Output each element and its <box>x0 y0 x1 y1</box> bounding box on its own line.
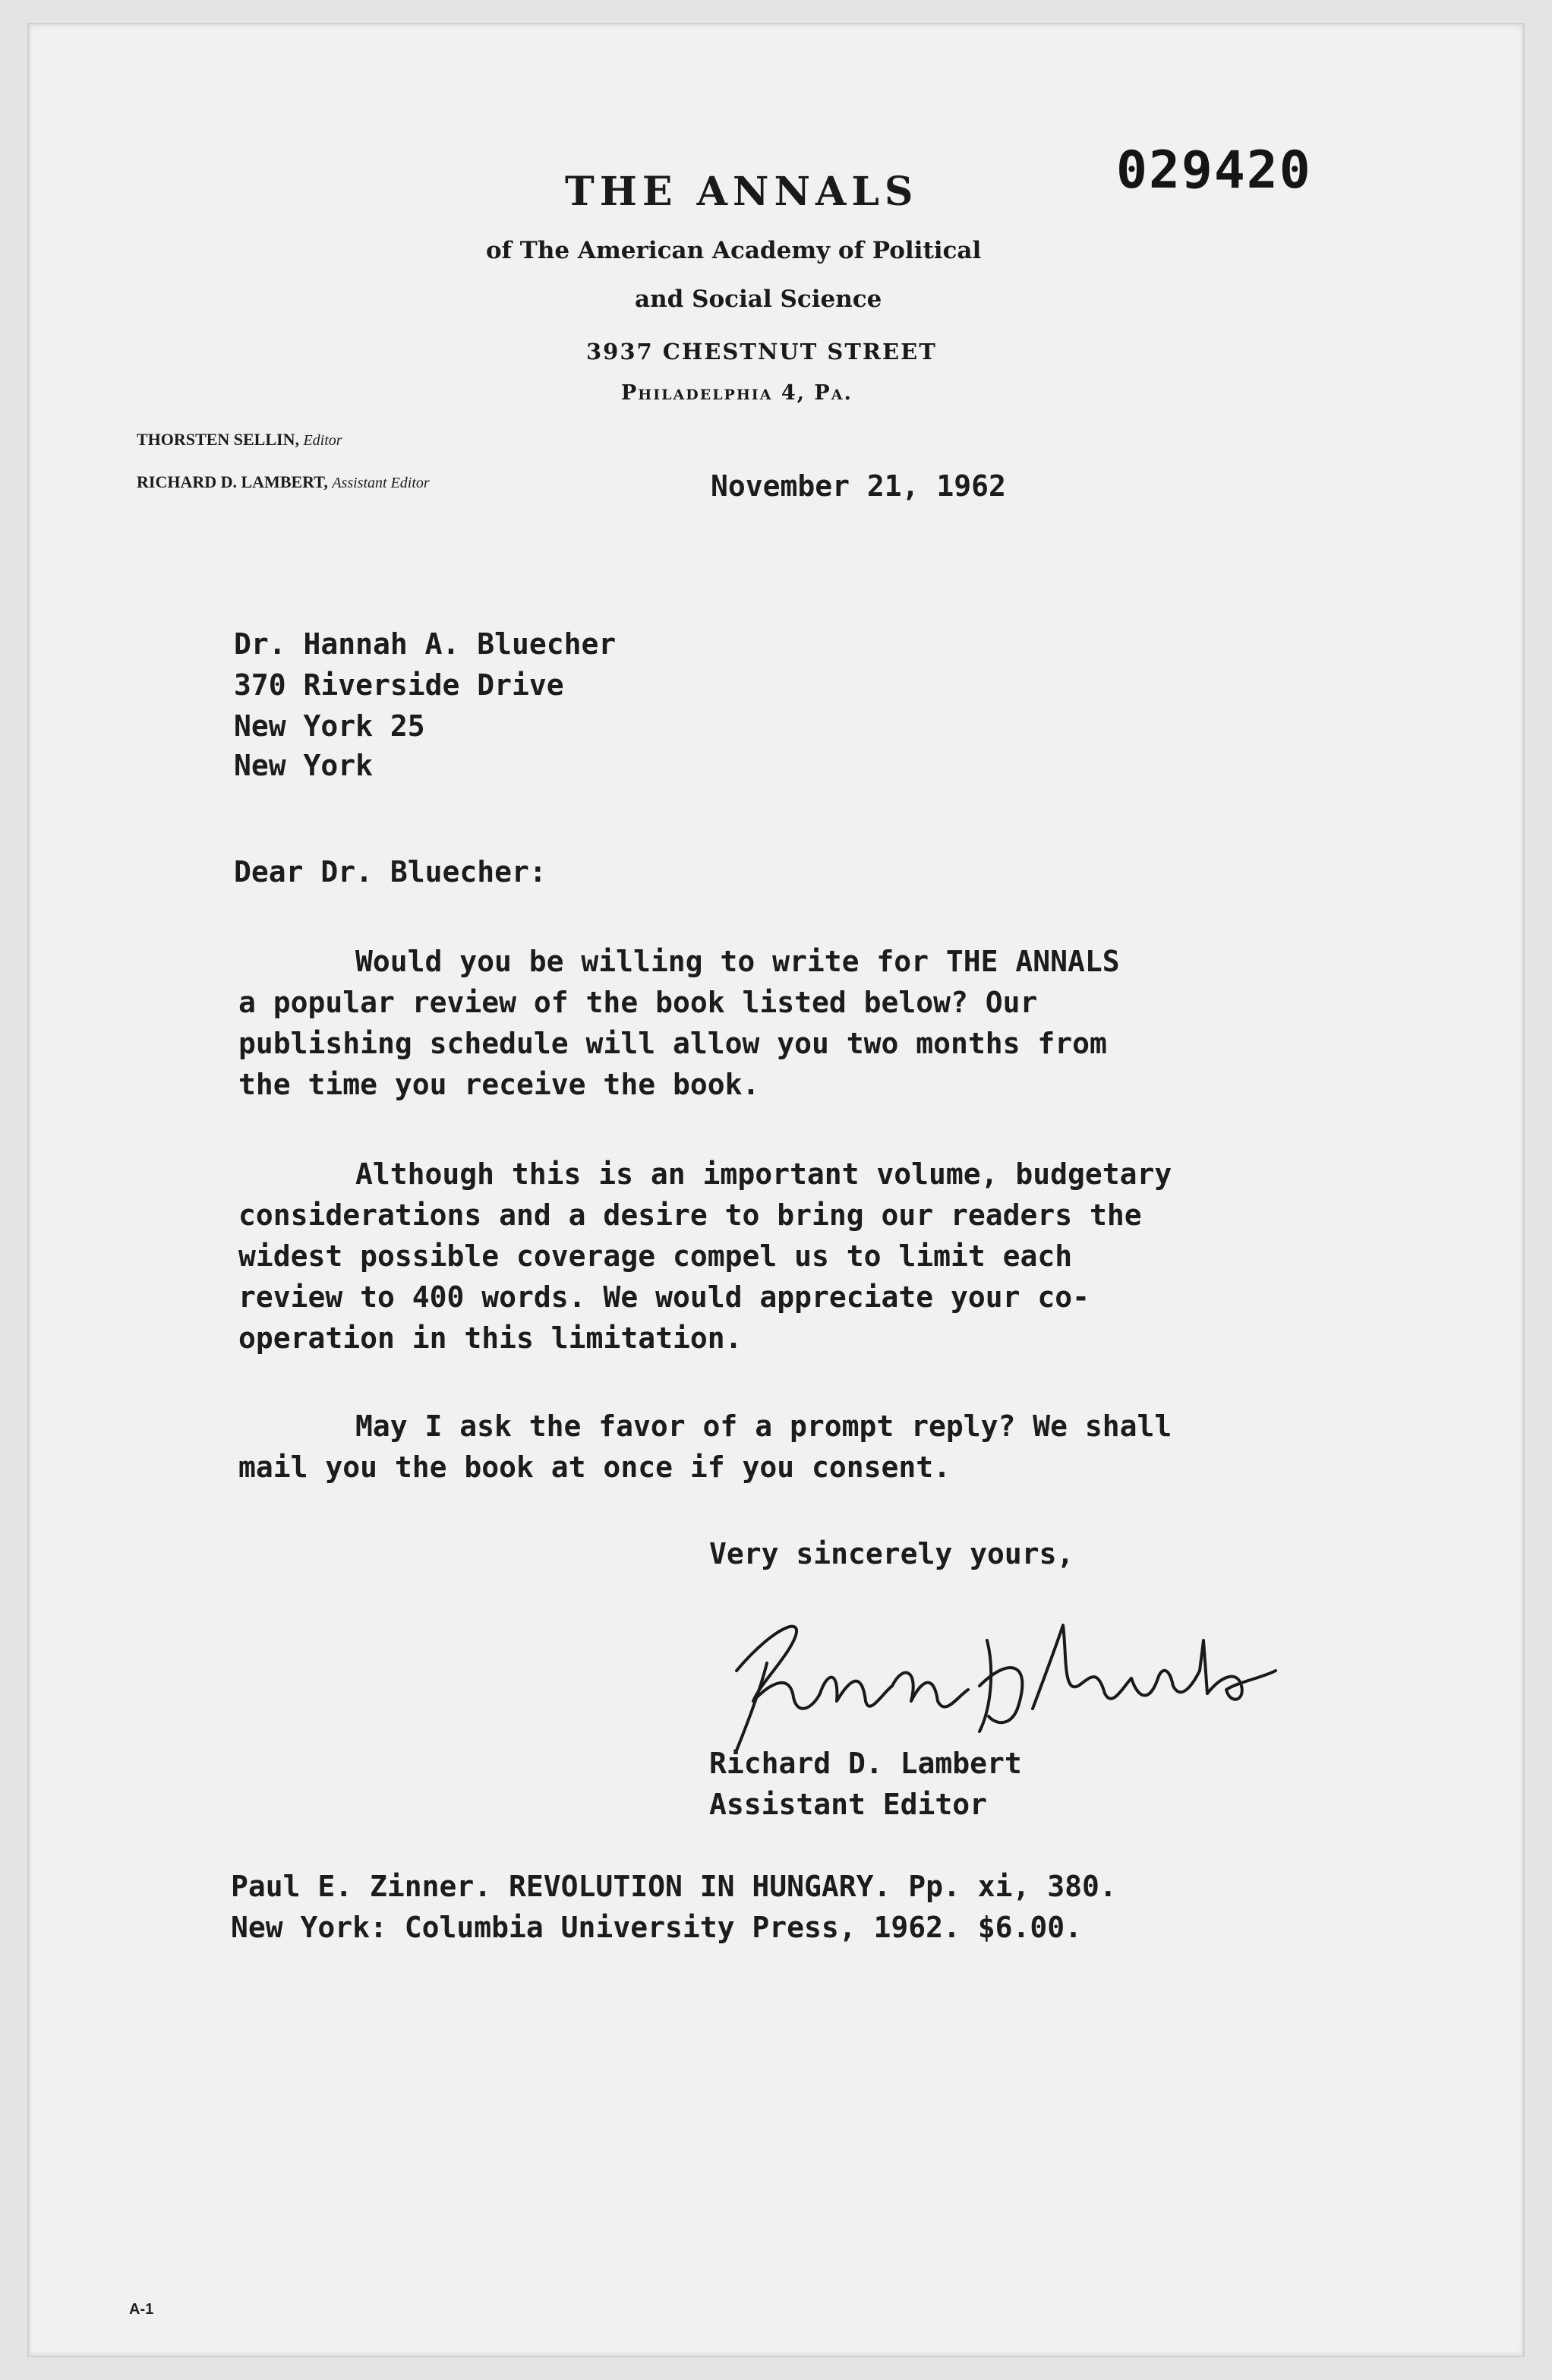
staff-editor-name: THORSTEN SELLIN, <box>137 430 299 449</box>
signer-title: Assistant Editor <box>709 1788 988 1821</box>
staff-assistant-editor <box>137 472 430 492</box>
paragraph-2-line-3: widest possible coverage compel us to limit each <box>238 1239 1073 1273</box>
salutation: Dear Dr. Bluecher: <box>234 855 547 889</box>
signature-icon <box>706 1595 1314 1762</box>
recipient-city: New York 25 <box>234 709 425 743</box>
staff-assistant-editor-name: RICHARD D. LAMBERT, <box>137 472 328 491</box>
paragraph-1-line-4: the time you receive the book. <box>238 1068 760 1101</box>
staff-editor-role: Editor <box>303 432 342 449</box>
letterhead-street: 3937 CHESTNUT STREET <box>586 339 937 365</box>
paragraph-1-line-2: a popular review of the book listed below? Our <box>238 986 1038 1019</box>
paragraph-2-line-2: considerations and a desire to bring our readers the <box>238 1198 1142 1232</box>
letterhead-title: THE ANNALS <box>565 169 919 215</box>
letterhead-city: Philadelphia 4, Pa. <box>621 381 853 405</box>
recipient-street: 370 Riverside Drive <box>234 668 564 702</box>
book-reference-line1: Paul E. Zinner. REVOLUTION IN HUNGARY. Pp. xi, 380. <box>231 1870 1117 1903</box>
letterhead-subtitle-line2: and Social Science <box>635 286 882 313</box>
letterhead-subtitle-line1: of The American Academy of Political <box>486 237 982 264</box>
recipient-name: Dr. Hannah A. Bluecher <box>234 627 617 661</box>
paragraph-3-line-1: May I ask the favor of a prompt reply? We shall <box>355 1409 1172 1443</box>
recipient-state: New York <box>234 749 374 782</box>
signer-name: Richard D. Lambert <box>709 1747 1022 1780</box>
paragraph-1-line-3: publishing schedule will allow you two months from <box>238 1027 1107 1060</box>
letter-date: November 21, 1962 <box>711 469 1006 503</box>
paragraph-2-line-1: Although this is an important volume, budgetary <box>355 1157 1172 1191</box>
staff-assistant-editor-role: Assistant Editor <box>332 475 430 491</box>
handwritten-signature <box>706 1595 1314 1762</box>
staff-editor <box>137 430 342 450</box>
paragraph-3-line-2: mail you the book at once if you consent. <box>238 1450 951 1484</box>
closing: Very sincerely yours, <box>709 1537 1074 1570</box>
paragraph-1-line-1: Would you be willing to write for THE ANNALS <box>355 945 1120 978</box>
paragraph-2-line-4: review to 400 words. We would appreciate your co- <box>238 1280 1090 1314</box>
book-reference-line2: New York: Columbia University Press, 1962. $6.00. <box>231 1911 1083 1944</box>
paragraph-2-line-5: operation in this limitation. <box>238 1321 743 1355</box>
form-mark: A-1 <box>129 2301 154 2318</box>
document-number: 029420 <box>1116 140 1312 200</box>
